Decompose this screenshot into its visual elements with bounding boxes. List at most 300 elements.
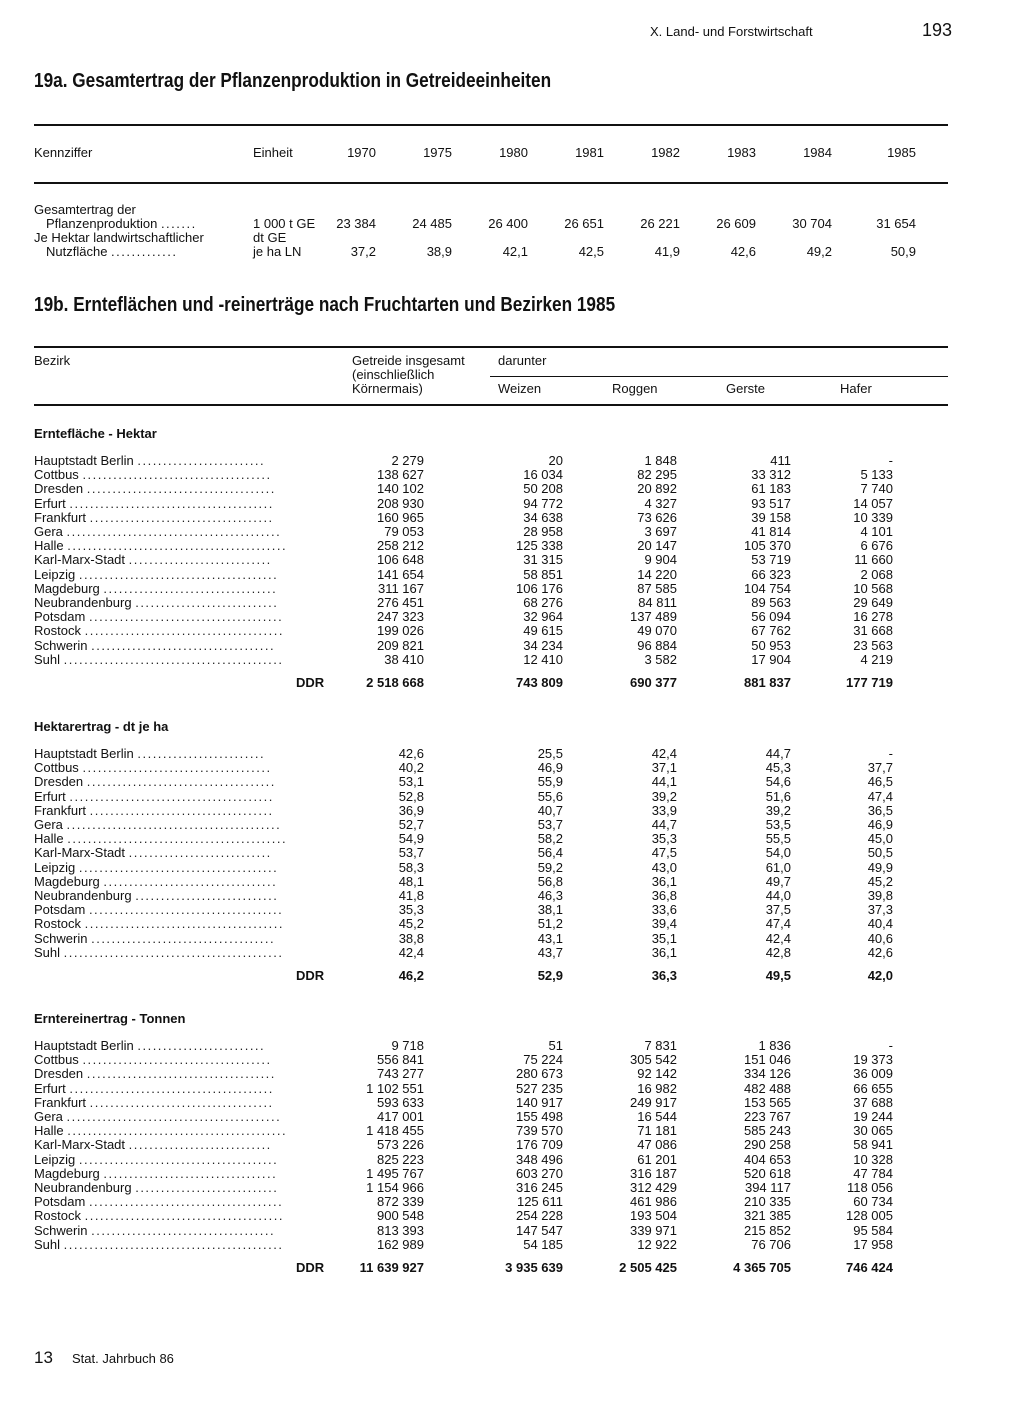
table-cell: 42,4 <box>765 930 791 946</box>
table-cell: 35,1 <box>651 930 677 946</box>
table-cell: 54,0 <box>765 845 791 861</box>
table-cell: 73 626 <box>637 509 677 525</box>
table-cell: 49,2 <box>806 244 832 259</box>
table-a-top-rule <box>34 124 948 126</box>
table-cell: 53,7 <box>398 845 424 861</box>
block-heading: Erntefläche - Hektar <box>34 426 157 441</box>
table-cell: 40,6 <box>867 930 893 946</box>
table-cell: 51,6 <box>765 788 791 804</box>
table-row <box>34 875 330 889</box>
bezirk-name: Rostock <box>34 917 81 932</box>
table-row <box>34 482 330 496</box>
table-row <box>34 818 330 832</box>
column-header-year: 1984 <box>803 145 832 160</box>
table-cell: 42,4 <box>398 944 424 960</box>
table-cell: 58,3 <box>398 859 424 875</box>
bezirk-name: Leipzig <box>34 1152 76 1167</box>
table-cell: 58,2 <box>537 831 563 847</box>
bezirk-name: Karl-Marx-Stadt <box>34 553 126 568</box>
table-row <box>34 525 330 539</box>
bezirk-name: Schwerin <box>34 931 88 946</box>
column-header-year: 1982 <box>651 145 680 160</box>
table-cell: 42,5 <box>578 244 604 259</box>
bezirk-name: Cottbus <box>34 1053 79 1068</box>
table-cell: 95 584 <box>853 1222 893 1238</box>
table-cell: 71 181 <box>637 1123 677 1139</box>
bezirk-name: Neubrandenburg <box>34 889 132 903</box>
table-cell: 280 673 <box>516 1066 563 1082</box>
table-cell: 3 582 <box>644 651 677 667</box>
table-cell: 96 884 <box>637 637 677 653</box>
table-row <box>34 1138 330 1152</box>
table-cell: 4 219 <box>860 651 893 667</box>
table-cell: 125 338 <box>516 538 563 554</box>
table-cell: 141 654 <box>377 566 424 582</box>
table-cell: 316 187 <box>630 1165 677 1181</box>
dot-leader: ..................................... <box>82 468 272 483</box>
table-row <box>34 932 330 946</box>
table-cell: 24 485 <box>412 216 452 231</box>
table-row <box>34 861 330 875</box>
table-cell: 55,6 <box>537 788 563 804</box>
table-cell: 249 917 <box>630 1094 677 1110</box>
table-cell: 35,3 <box>398 902 424 918</box>
table-row <box>34 497 330 511</box>
table-cell: 45,0 <box>867 831 893 847</box>
table-cell: 61,0 <box>765 859 791 875</box>
table-cell: 40,7 <box>537 802 563 818</box>
table-cell: 67 762 <box>751 623 791 639</box>
bezirk-name: Dresden <box>34 775 84 790</box>
table-cell: 46,3 <box>537 888 563 903</box>
table-cell: 30 704 <box>792 216 832 231</box>
table-cell: 10 568 <box>853 580 893 596</box>
table-cell: 51,2 <box>537 916 563 932</box>
table-cell: 36,9 <box>398 802 424 818</box>
table-cell: 348 496 <box>516 1151 563 1167</box>
total-label: DDR <box>296 1260 325 1275</box>
total-cell: 746 424 <box>846 1260 893 1275</box>
table-cell: 16 544 <box>637 1109 677 1124</box>
table-cell: 46,9 <box>867 817 893 832</box>
dot-leader: ...................................... <box>88 903 284 918</box>
bezirk-name: Dresden <box>34 1067 84 1082</box>
footer-source: Stat. Jahrbuch 86 <box>72 1351 174 1366</box>
table-cell: 41,8 <box>398 888 424 903</box>
table-cell: 49 070 <box>637 623 677 639</box>
table-row <box>34 596 330 610</box>
block-heading: Hektarertrag - dt je ha <box>34 719 169 734</box>
table-cell: 208 930 <box>377 495 424 511</box>
table-cell: 14 057 <box>853 495 893 511</box>
table-cell: 199 026 <box>377 623 424 639</box>
dot-leader: .................................... <box>91 931 276 946</box>
total-cell: 881 837 <box>744 675 791 690</box>
table-cell: 193 504 <box>630 1208 677 1224</box>
table-cell: 56 094 <box>751 609 791 625</box>
total-cell: 11 639 927 <box>359 1260 424 1275</box>
bezirk-name: Gera <box>34 1110 63 1124</box>
unit-label: 1 000 t GE <box>253 216 316 231</box>
table-cell: 89 563 <box>751 595 791 610</box>
table-cell: 59,2 <box>537 859 563 875</box>
table-cell: 53,5 <box>765 817 791 832</box>
bezirk-name: Magdeburg <box>34 874 100 889</box>
table-cell: 900 548 <box>377 1208 424 1224</box>
table-b-top-rule <box>34 346 948 348</box>
total-label: DDR <box>296 968 325 983</box>
table-cell: 38,8 <box>398 930 424 946</box>
bezirk-name: Frankfurt <box>34 803 87 818</box>
table-cell: 2 279 <box>391 453 424 468</box>
table-cell: 743 277 <box>377 1066 424 1082</box>
dot-leader: ............................ <box>135 1181 279 1195</box>
table-cell: 39,8 <box>867 888 893 903</box>
dot-leader: ............................ <box>128 1138 272 1153</box>
column-header-year: 1985 <box>887 145 916 160</box>
table-cell: 87 585 <box>637 580 677 596</box>
column-header-gerste: Gerste <box>726 381 766 396</box>
table-row <box>34 1238 330 1252</box>
table-cell: 61 183 <box>751 481 791 497</box>
table-cell: 37 688 <box>853 1094 893 1110</box>
bezirk-name: Frankfurt <box>34 510 87 525</box>
table-cell: 36,1 <box>651 873 677 889</box>
dot-leader: ........................................ <box>69 1081 274 1096</box>
table-cell: 872 339 <box>377 1194 424 1210</box>
bezirk-name: Rostock <box>34 1209 81 1224</box>
table-cell: 20 <box>548 453 563 468</box>
bezirk-name: Schwerin <box>34 1223 88 1238</box>
total-cell: 177 719 <box>846 675 893 690</box>
table-cell: 47,5 <box>651 845 677 861</box>
table-cell: 137 489 <box>630 609 677 625</box>
dot-leader: ........................................... <box>63 945 284 960</box>
table-cell: 58 941 <box>853 1137 893 1153</box>
table-cell: 54 185 <box>523 1236 563 1252</box>
table-row <box>34 1153 330 1167</box>
table-cell: 50,9 <box>890 244 916 259</box>
row-label: Nutzfläche ............. <box>46 244 178 259</box>
table-cell: 104 754 <box>744 580 791 596</box>
table-cell: 316 245 <box>516 1180 563 1195</box>
bezirk-name: Halle <box>34 832 64 847</box>
table-cell: 153 565 <box>744 1094 791 1110</box>
bezirk-name: Magdeburg <box>34 1166 100 1181</box>
table-cell: 258 212 <box>377 538 424 554</box>
table-cell: 593 633 <box>377 1094 424 1110</box>
table-cell: 7 740 <box>860 481 893 497</box>
table-cell: 1 495 767 <box>366 1165 424 1181</box>
table-row <box>34 1209 330 1223</box>
table-cell: 5 133 <box>860 467 893 483</box>
table-cell: 17 958 <box>853 1236 893 1252</box>
table-cell: 23 384 <box>336 216 376 231</box>
table-cell: 56,4 <box>537 845 563 861</box>
table-cell: 6 676 <box>860 538 893 554</box>
table-cell: 138 627 <box>377 467 424 483</box>
table-cell: 33,6 <box>651 902 677 918</box>
bezirk-name: Dresden <box>34 482 84 497</box>
table-row <box>34 1167 330 1181</box>
table-row <box>34 1082 330 1096</box>
dot-leader: .................................... <box>89 803 274 818</box>
column-header-kennziffer: Kennziffer <box>34 145 93 160</box>
table-cell: 53,1 <box>398 774 424 790</box>
bezirk-name: Karl-Marx-Stadt <box>34 846 126 861</box>
table-row <box>34 1181 330 1195</box>
bezirk-name: Cottbus <box>34 761 79 776</box>
column-header-roggen: Roggen <box>612 381 658 396</box>
table-cell: 321 385 <box>744 1208 791 1224</box>
table-cell: 16 034 <box>523 467 563 483</box>
total-cell: 3 935 639 <box>505 1260 563 1275</box>
table-cell: 151 046 <box>744 1052 791 1068</box>
table-cell: 155 498 <box>516 1109 563 1124</box>
table-cell: 82 295 <box>637 467 677 483</box>
table-cell: 47,4 <box>765 916 791 932</box>
table-cell: 305 542 <box>630 1052 677 1068</box>
dot-leader: .......................................... <box>66 525 282 539</box>
table-cell: 36,8 <box>651 888 677 903</box>
table-cell: 61 201 <box>637 1151 677 1167</box>
column-header-weizen: Weizen <box>498 381 542 396</box>
table-cell: 44,0 <box>765 888 791 903</box>
bezirk-name: Erfurt <box>34 1081 66 1096</box>
bezirk-name: Rostock <box>34 624 81 639</box>
table-row <box>34 582 330 596</box>
table-cell: 55,9 <box>537 774 563 790</box>
table-cell: 38,1 <box>537 902 563 918</box>
table-cell: 39,2 <box>765 802 791 818</box>
table-cell: 585 243 <box>744 1123 791 1139</box>
dot-leader: ..................................... <box>82 1053 272 1068</box>
total-cell: 690 377 <box>630 675 677 690</box>
table-cell: 42,4 <box>651 746 677 761</box>
table-cell: 10 328 <box>853 1151 893 1167</box>
table-cell: 33,9 <box>651 802 677 818</box>
table-cell: 26 221 <box>640 216 680 231</box>
table-cell: 118 056 <box>846 1180 893 1195</box>
table-cell: 20 892 <box>637 481 677 497</box>
bezirk-name: Leipzig <box>34 567 76 582</box>
table-cell: 92 142 <box>637 1066 677 1082</box>
table-cell: 45,3 <box>765 760 791 776</box>
dot-leader: ......................... <box>137 1039 266 1053</box>
table-cell: 4 101 <box>860 524 893 539</box>
table-cell: 37,3 <box>867 902 893 918</box>
table-cell: 76 706 <box>751 1236 791 1252</box>
table-cell: 26 651 <box>564 216 604 231</box>
table-cell: 3 697 <box>644 524 677 539</box>
table-row <box>34 889 330 903</box>
table-cell: 54,9 <box>398 831 424 847</box>
table-row <box>34 804 330 818</box>
table-cell: 50,5 <box>867 845 893 861</box>
total-cell: 52,9 <box>537 968 563 983</box>
table-cell: 12 922 <box>637 1236 677 1252</box>
table-row <box>34 539 330 553</box>
table-row <box>34 454 330 468</box>
table-row <box>34 946 330 960</box>
dot-leader: ............................ <box>135 889 279 903</box>
table-cell: 49,7 <box>765 873 791 889</box>
table-cell: 36,5 <box>867 802 893 818</box>
column-header-year: 1981 <box>575 145 604 160</box>
dot-leader: ....................................... <box>84 624 284 639</box>
bezirk-name: Potsdam <box>34 1195 86 1210</box>
dot-leader: .................................. <box>103 1166 278 1181</box>
table-cell: 210 335 <box>744 1194 791 1210</box>
table-cell: 17 904 <box>751 651 791 667</box>
table-cell: 44,7 <box>651 817 677 832</box>
table-cell: 75 224 <box>523 1052 563 1068</box>
table-row <box>34 610 330 624</box>
table-cell: 527 235 <box>516 1080 563 1096</box>
table-cell: 1 102 551 <box>366 1080 424 1096</box>
table-cell: 39,4 <box>651 916 677 932</box>
table-cell: 2 068 <box>860 566 893 582</box>
table-cell: 23 563 <box>853 637 893 653</box>
table-cell: 42,8 <box>765 944 791 960</box>
total-cell: 2 505 425 <box>619 1260 677 1275</box>
table-cell: 45,2 <box>398 916 424 932</box>
table-cell: 106 176 <box>516 580 563 596</box>
table-cell: 47,4 <box>867 788 893 804</box>
total-cell: 36,3 <box>651 968 677 983</box>
dot-leader: ..................................... <box>82 761 272 776</box>
table-cell: 93 517 <box>751 495 791 511</box>
table-cell: 35,3 <box>651 831 677 847</box>
table-cell: 50 208 <box>523 481 563 497</box>
table-row <box>34 1224 330 1238</box>
table-cell: 29 649 <box>853 595 893 610</box>
table-row <box>34 1039 330 1053</box>
table-b-head-rule <box>34 404 948 406</box>
bezirk-name: Erfurt <box>34 789 66 804</box>
table-cell: 461 986 <box>630 1194 677 1210</box>
table-cell: 31 654 <box>876 216 916 231</box>
table-cell: 49 615 <box>523 623 563 639</box>
bezirk-name: Hauptstadt Berlin <box>34 454 134 468</box>
dot-leader: ........................................... <box>67 539 288 554</box>
table-cell: 26 609 <box>716 216 756 231</box>
table-cell: 128 005 <box>846 1208 893 1224</box>
table-cell: 1 836 <box>758 1038 791 1053</box>
column-header-getreide: Getreide insgesamt <box>352 353 465 368</box>
table-cell: 825 223 <box>377 1151 424 1167</box>
bezirk-name: Schwerin <box>34 638 88 653</box>
table-row <box>34 1195 330 1209</box>
bezirk-name: Halle <box>34 1124 64 1139</box>
table-cell: 53,7 <box>537 817 563 832</box>
total-cell: 46,2 <box>398 968 424 983</box>
table-cell: 36 009 <box>853 1066 893 1082</box>
table-cell: 33 312 <box>751 467 791 483</box>
table-cell: 276 451 <box>377 595 424 610</box>
table-cell: 147 547 <box>516 1222 563 1238</box>
table-cell: 254 228 <box>516 1208 563 1224</box>
table-cell: 739 570 <box>516 1123 563 1139</box>
dot-leader: ..................................... <box>86 775 276 790</box>
table-cell: 30 065 <box>853 1123 893 1139</box>
table-row <box>34 747 330 761</box>
row-label: Je Hektar landwirtschaftlicher <box>34 230 204 245</box>
table-b-title: 19b. Ernteflächen und -reinerträge nach Fruchtarten und Bezirken 1985 <box>34 294 616 316</box>
table-cell: 94 772 <box>523 495 563 511</box>
table-cell: 223 767 <box>744 1109 791 1124</box>
table-cell: 573 226 <box>377 1137 424 1153</box>
table-cell: 1 418 455 <box>366 1123 424 1139</box>
dot-leader: .................................... <box>89 1095 274 1110</box>
bezirk-name: Gera <box>34 525 63 539</box>
dot-leader: ........................................... <box>63 1237 284 1252</box>
table-row <box>34 468 330 482</box>
table-cell: 68 276 <box>523 595 563 610</box>
table-row <box>34 1096 330 1110</box>
table-row <box>34 846 330 860</box>
table-cell: 10 339 <box>853 509 893 525</box>
table-cell: 37,1 <box>651 760 677 776</box>
table-cell: 813 393 <box>377 1222 424 1238</box>
total-cell: 42,0 <box>867 968 893 983</box>
table-cell: 140 102 <box>377 481 424 497</box>
table-cell: 39 158 <box>751 509 791 525</box>
column-header-year: 1980 <box>499 145 528 160</box>
table-cell: - <box>888 1038 893 1053</box>
table-cell: 247 323 <box>377 609 424 625</box>
column-header-getreide: (einschließlich <box>352 367 435 382</box>
section-heading: X. Land- und Forstwirtschaft <box>650 24 813 39</box>
column-header-year: 1975 <box>423 145 452 160</box>
table-cell: 38 410 <box>384 651 424 667</box>
dot-leader: ........................................... <box>63 652 284 667</box>
table-cell: 48,1 <box>398 873 424 889</box>
table-cell: 32 964 <box>523 609 563 625</box>
table-cell: 84 811 <box>638 595 677 610</box>
table-cell: 53 719 <box>751 552 791 568</box>
table-cell: 25,5 <box>537 746 563 761</box>
row-label: Pflanzenproduktion ....... <box>46 216 197 231</box>
table-row <box>34 553 330 567</box>
table-cell: 1 154 966 <box>366 1180 424 1195</box>
table-cell: 162 989 <box>377 1236 424 1252</box>
table-cell: 37,2 <box>350 244 376 259</box>
table-cell: 38,9 <box>426 244 452 259</box>
table-cell: 417 001 <box>377 1109 424 1124</box>
table-cell: 50 953 <box>751 637 791 653</box>
dot-leader: ......................... <box>137 747 266 761</box>
table-row <box>34 1124 330 1138</box>
table-cell: 37,5 <box>765 902 791 918</box>
table-cell: 14 220 <box>637 566 677 582</box>
dot-leader: ....................................... <box>78 1152 279 1167</box>
bezirk-name: Hauptstadt Berlin <box>34 1039 134 1053</box>
bezirk-name: Suhl <box>34 1237 61 1252</box>
bezirk-name: Halle <box>34 539 64 554</box>
bezirk-name: Frankfurt <box>34 1095 87 1110</box>
table-cell: 28 958 <box>523 524 563 539</box>
table-cell: 520 618 <box>744 1165 791 1181</box>
dot-leader: ............................ <box>128 553 272 568</box>
column-header-darunter: darunter <box>498 353 547 368</box>
table-cell: 39,2 <box>651 788 677 804</box>
table-cell: 43,7 <box>537 944 563 960</box>
table-row <box>34 832 330 846</box>
dot-leader: ........................................... <box>67 1124 288 1139</box>
table-cell: 215 852 <box>744 1222 791 1238</box>
bezirk-name: Potsdam <box>34 610 86 625</box>
